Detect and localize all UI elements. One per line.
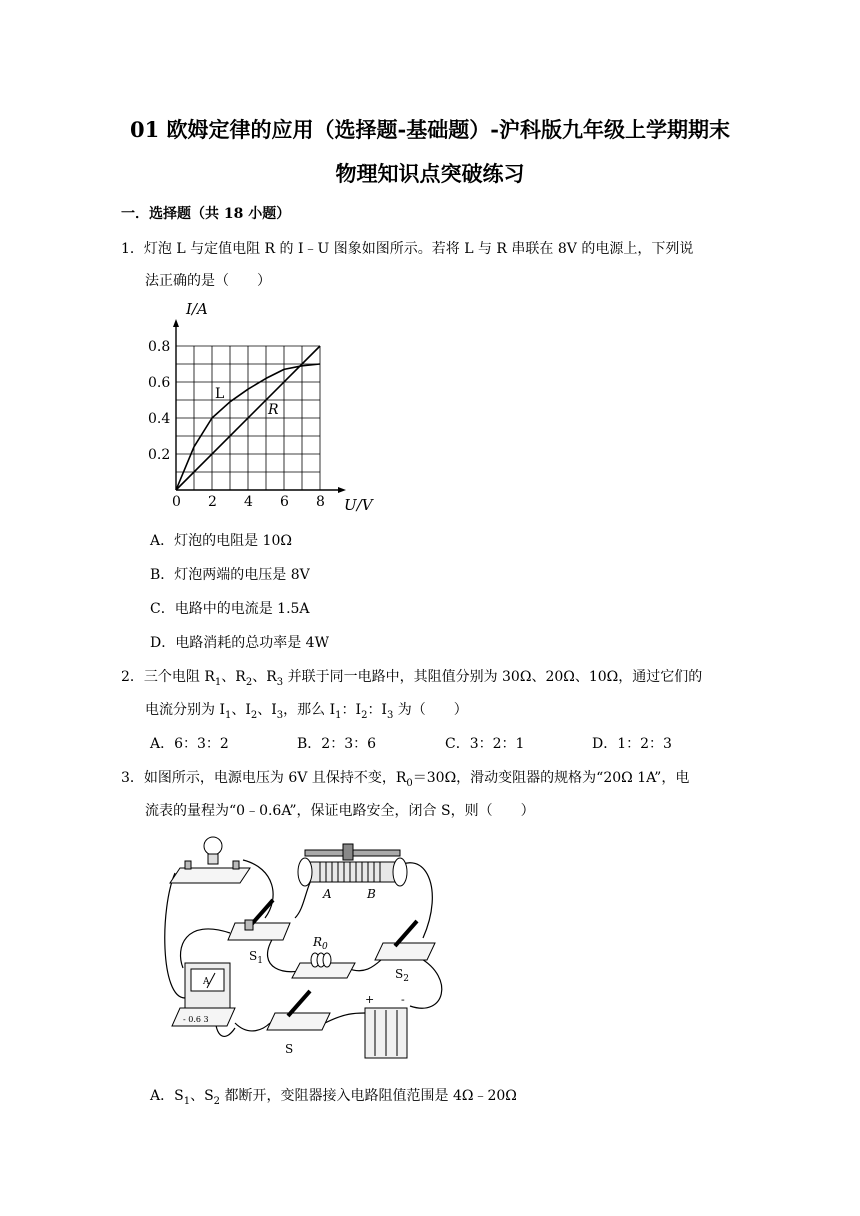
- y-tick-label: 0.4: [148, 411, 171, 427]
- chart-ticks: [148, 339, 325, 510]
- x-axis-label: U/V: [344, 496, 373, 514]
- section-heading: 一．选择题（共 18 小题）: [121, 206, 291, 222]
- q1-option-a[interactable]: A．灯泡的电阻是 10Ω: [150, 533, 292, 549]
- y-tick-label: 0.2: [148, 447, 171, 463]
- page-subtitle: 物理知识点突破练习: [335, 161, 525, 186]
- q3-stem-line2: 流表的量程为“0﹣0.6A”，保证电路安全，闭合 S，则（ ）: [145, 803, 535, 819]
- ammeter: [172, 963, 235, 1026]
- series-label-l: L: [215, 386, 225, 402]
- q3-option-a[interactable]: A．$S_1$、$S_2$ 都断开，变阻器接入电路阻值范围是 4Ω﹣20Ω: [150, 1088, 517, 1107]
- x-tick-label: 0: [172, 494, 181, 510]
- x-tick-label: 2: [208, 494, 217, 510]
- q1-stem-line2: 法正确的是（ ）: [145, 273, 271, 289]
- battery-minus-label: -: [401, 993, 405, 1006]
- q2-stem-line1: 2．三个电阻 $R_1$、$R_2$、$R_3$ 并联于同一电路中，其阻值分别为 30Ω、20Ω、10Ω，通过它们的: [121, 669, 703, 688]
- lamp: [170, 837, 250, 883]
- s2-label: $S_2$: [395, 967, 409, 984]
- q2-stem-line2: 电流分别为 $I_1$、$I_2$、$I_3$，那么 $I_1$：$I_2$：$I_3$ 为（ ）: [145, 702, 468, 721]
- s1-label: $S_1$: [249, 949, 263, 966]
- x-tick-label: 6: [280, 494, 289, 510]
- s-label: S: [285, 1042, 294, 1056]
- q3-stem-line1: 3．如图所示，电源电压为 6V 且保持不变，$R_0=30\Omega$，滑动变阻器的规格为“20Ω 1A”，电: [121, 770, 690, 789]
- q1-option-c[interactable]: C．电路中的电流是 1.5A: [150, 601, 310, 617]
- circuit-diagram: [155, 828, 455, 1078]
- switch-s: [267, 991, 330, 1056]
- q1-stem-line1: 1．灯泡 L 与定值电阻 R 的 I﹣U 图象如图所示。若将 L 与 R 串联在 8V 的电源上，下列说: [121, 241, 694, 257]
- rheostat: [298, 844, 407, 901]
- ammeter-label: A: [203, 977, 210, 987]
- x-tick-label: 8: [316, 494, 325, 510]
- terminal-a-label: A: [323, 887, 332, 901]
- y-axis-arrow: [173, 319, 179, 327]
- battery: [365, 993, 407, 1058]
- y-tick-label: 0.6: [148, 375, 171, 391]
- q2-option-a[interactable]: A．6：3：2: [150, 736, 229, 752]
- iu-chart: [138, 292, 398, 522]
- q1-option-d[interactable]: D．电路消耗的总功率是 4W: [150, 635, 329, 651]
- y-axis-label: I/A: [186, 300, 208, 318]
- switch-s1: [228, 900, 290, 966]
- q1-option-b[interactable]: B．灯泡两端的电压是 8V: [150, 567, 310, 583]
- meter-scale-label: - 0.6 3: [183, 1015, 209, 1024]
- q2-option-c[interactable]: C．3：2：1: [445, 736, 525, 752]
- resistor-r0: [292, 935, 355, 978]
- y-tick-label: 0.8: [148, 339, 171, 355]
- x-axis-arrow: [338, 487, 346, 493]
- q2-option-b[interactable]: B．2：3：6: [297, 736, 377, 752]
- battery-plus-label: +: [365, 993, 375, 1006]
- r0-label: $R_0$: [313, 935, 328, 952]
- q2-option-d[interactable]: D．1：2：3: [592, 736, 672, 752]
- series-label-r: R: [268, 402, 279, 418]
- page-title: 01 欧姆定律的应用（选择题-基础题）-沪科版九年级上学期期末: [130, 117, 730, 142]
- terminal-b-label: B: [367, 887, 376, 901]
- x-tick-label: 4: [244, 494, 253, 510]
